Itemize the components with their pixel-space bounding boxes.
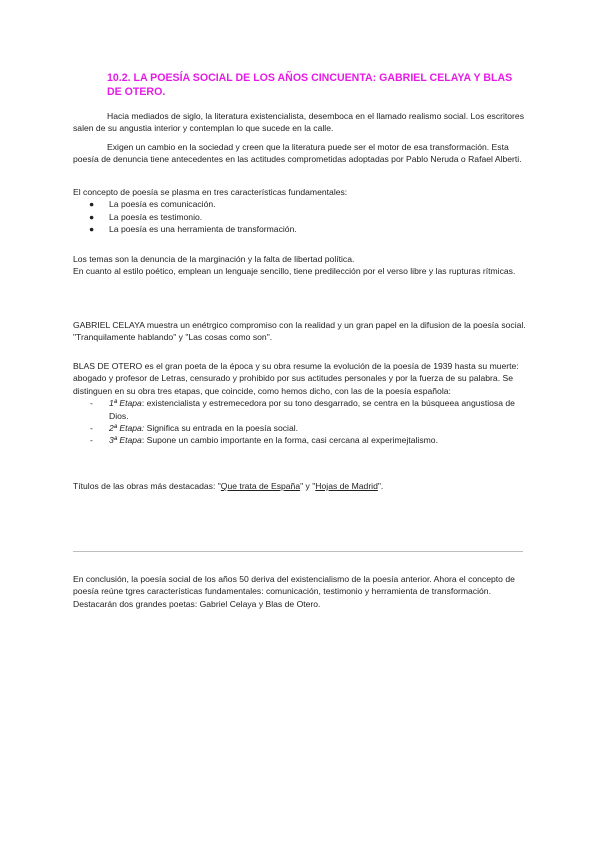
themes-style-block (73, 253, 528, 278)
works-line: Títulos de las obras más destacadas: "Que trata de España" y "Hojas de Madrid". (73, 481, 384, 491)
list-item: ● La poesía es una herramienta de transformación. (89, 224, 297, 235)
stage-label: 1ª Etapa (109, 398, 142, 409)
themes-line: Los temas son la denuncia de la marginación y la falta de libertad política. (73, 254, 355, 264)
stage-text: Significa su entrada en la poesía social. (144, 423, 299, 434)
characteristics-list (73, 198, 528, 235)
dash-icon: - (90, 435, 93, 446)
list-item: ● La poesía es testimonio. (89, 211, 203, 222)
transformation-paragraph: Exigen un cambio en la sociedad y creen que la literatura puede ser el motor de esa transformación. Esta poesía de denuncia tiene antecedentes en las actitudes comprometidas adoptadas por Pablo Neruda o Rafael Alberti. (73, 142, 522, 165)
dash-icon: - (90, 398, 93, 409)
work-link-que-trata-de-espana[interactable]: Que trata de España (220, 481, 301, 491)
section-title: 10.2. LA POESÍA SOCIAL DE LOS AÑOS CINCUENTA: GABRIEL CELAYA Y BLAS DE OTERO. (107, 72, 513, 98)
concept-intro: El concepto de poesía se plasma en tres características fundamentales: (73, 187, 348, 197)
conclusion-paragraph: En conclusión, la poesía social de los años 50 deriva del existencialismo de la poesía anterior. Ahora el concepto de poesía reúne tgres características fundamentales: comunicación, testimonio y herramienta de transformación. Destacarán dos grandes poetas: Gabriel Celaya y Blas de Otero. (73, 574, 515, 609)
list-item (73, 422, 528, 434)
stage-label: 2ª Etapa: (109, 423, 145, 434)
list-item (73, 397, 528, 422)
horizontal-divider (73, 551, 523, 552)
characteristics-block (73, 186, 528, 236)
stage-label: 3ª Etapa (109, 435, 142, 446)
bullet-icon: ● (89, 224, 95, 235)
intro-paragraph: Hacia mediados de siglo, la literatura existencialista, desemboca en el llamado realismo social. Los escritores salen de su angustia interior y contemplan lo que sucede en la calle. (73, 111, 524, 134)
stages-list (73, 397, 528, 447)
stage-text: : existencialista y estremecedora por su tono desgarrado, se centra en la búsqueea angustiosa de Dios. (109, 398, 515, 421)
dash-icon: - (90, 423, 93, 434)
otero-paragraph: BLAS DE OTERO es el gran poeta de la época y su obra resume la evolución de la poesía de 1939 hasta su muerte: abogado y profesor de Letras, censurado y prohibido por sus actitudes personales y por la fuerza de su palabra. Se distinguen en su obra tres etapas, que coincide, como hemos dicho, con las de la poesía española: (73, 361, 519, 396)
bullet-icon: ● (89, 211, 95, 222)
otero-block (73, 360, 528, 447)
celaya-paragraph: GABRIEL CELAYA muestra un enétrgico compromiso con la realidad y un gran papel en la difusion de la poesía social. "Tranquilamente hablando" y "Las cosas como son". (73, 320, 526, 343)
list-item (73, 434, 528, 446)
stage-text: : Supone un cambio importante en la forma, casi cercana al experimejtalismo. (141, 435, 438, 446)
list-item: ● La poesía es comunicación. (89, 199, 216, 210)
style-line: En cuanto al estilo poético, emplean un lenguaje sencillo, tiene predilección por el verso libre y las rupturas rítmicas. (73, 266, 516, 277)
work-link-hojas-de-madrid[interactable]: Hojas de Madrid (315, 481, 378, 491)
bullet-icon: ● (89, 199, 95, 210)
